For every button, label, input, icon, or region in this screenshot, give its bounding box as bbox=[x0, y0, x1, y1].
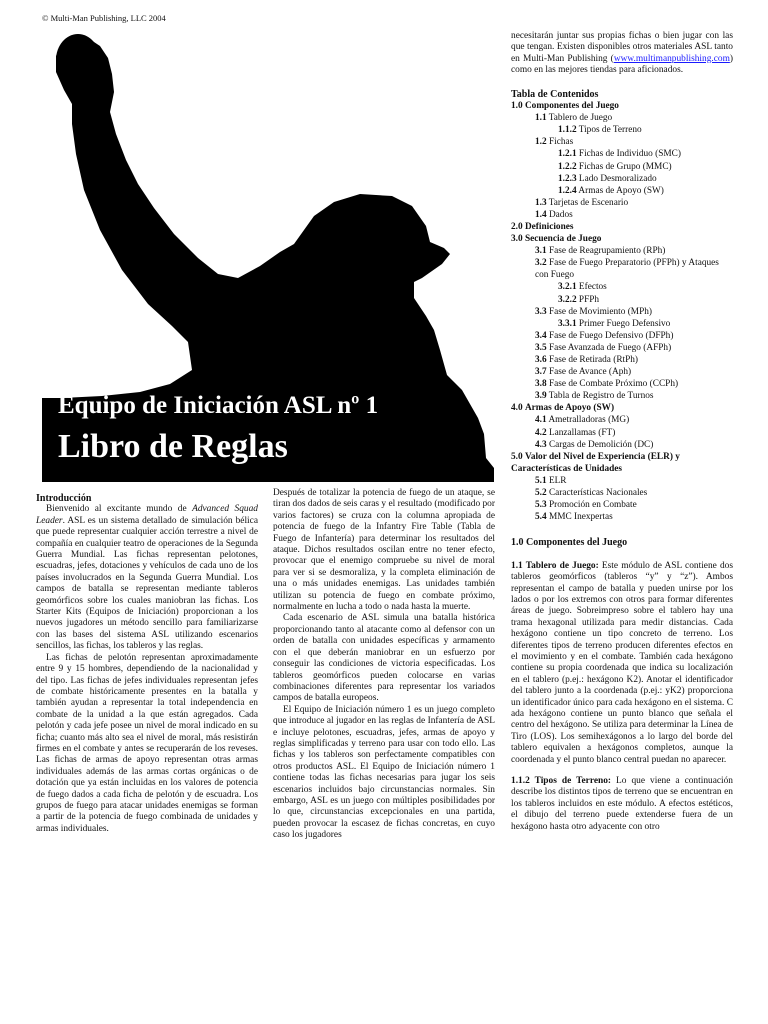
toc-item bbox=[511, 100, 733, 112]
toc-item-number: 3.5 bbox=[535, 342, 547, 353]
toc-item-number: 1.4 bbox=[535, 209, 547, 220]
toc-item-label: Primer Fuego Defensivo bbox=[578, 318, 671, 329]
banner-title: Equipo de Iniciación ASL nº 1 bbox=[58, 392, 379, 419]
section-1-1-body: Este módulo de ASL contiene dos tableros geomórficos (tableros “y” y “z”). Ambos representan el campo de batalla y pueden unirse por los lados o por los extremos con otros para formar diferentes áreas de juego. Sobreimpreso sobre el tablero hay una trama hexagonal utilizada para medir distancias. Cada hexágono contiene un tipo concreto de terreno. Los diferentes tipos de terreno producen diferentes efectos en el movimiento y en el combate. También cada hexágono contiene su propia coordenada que indica su localización en el tablero (p.ej.: hexágono K2). Anotar el identificador del tablero junto a la coordenada (p.ej.: yK2) proporciona un identificador único para cada hexágono en el sistema. C ada hexágono contiene un punto blanco que señala el centro del hexágono. Se utiliza para determinar la Línea de Tiro (LOS). Los semihexágonos a lo largo del borde del tablero equivalen a hexágonos completos, aunque la coordenada y el punto blanco central puedan no aparecer. bbox=[511, 560, 733, 765]
toc-item bbox=[511, 342, 733, 354]
toc-item-label: Fase de Avance (Aph) bbox=[548, 367, 632, 378]
col3-intro-b: ) como en las mejores tiendas para aficionados. bbox=[511, 53, 733, 76]
toc-item-label: Fichas bbox=[548, 137, 574, 148]
toc-item bbox=[511, 209, 733, 221]
toc-item bbox=[511, 124, 733, 136]
toc-item-label: Fase de Fuego Defensivo (DFPh) bbox=[548, 330, 674, 341]
toc-item-label: Lanzallamas (FT) bbox=[548, 427, 616, 438]
toc-item-number: 1.1 bbox=[535, 113, 547, 124]
toc-item-label: Tipos de Terreno bbox=[578, 125, 642, 136]
intro-paragraph-1 bbox=[36, 504, 258, 652]
toc-item-label: Fase de Retirada (RtPh) bbox=[548, 355, 639, 365]
toc-item-label: Tabla de Registro de Turnos bbox=[548, 391, 654, 402]
toc-item bbox=[511, 197, 733, 209]
toc-item-number: 3.0 bbox=[511, 234, 523, 245]
toc-item-number: 4.1 bbox=[535, 415, 547, 426]
toc-item-number: 5.2 bbox=[535, 488, 547, 499]
toc-item bbox=[511, 221, 733, 233]
toc-item-label: Fase de Movimiento (MPh) bbox=[548, 306, 652, 317]
toc-item-number: 3.8 bbox=[535, 379, 547, 390]
col2-paragraph-3: El Equipo de Iniciación número 1 es un juego completo que introduce al jugador en las reglas de Infantería de ASL e incluye pelotones, escuadras, jefes, armas de apoyo y reglas simplificadas y terreno para usar con todo ello. Las fichas y los tableros son perfectamente compatibles con otros productos ASL. El Equipo de Iniciación número 1 contiene todas las fichas necesarias para jugar los seis escenarios incluidos bajo circunstancias normales. Sin embargo, ASL es un juego con múltiples posibilidades por lo que, circunstancias excepcionales en una partida, pueden provocar la escasez de fichas concretas, en cuyo caso los jugadores bbox=[273, 704, 495, 841]
toc-item-label: PFPh bbox=[578, 294, 600, 305]
toc-item-number: 4.3 bbox=[535, 439, 547, 450]
toc-item-label: MMC Inexpertas bbox=[548, 512, 613, 523]
toc-item bbox=[511, 487, 733, 499]
toc-item-number: 3.2.2 bbox=[558, 294, 577, 305]
toc-item-number: 1.2.4 bbox=[558, 185, 577, 196]
toc-item-label: Características Nacionales bbox=[548, 488, 648, 499]
col2-paragraph-2: Cada escenario de ASL simula una batalla histórica proporcionando tanto al atacante como al defensor con un orden de batalla con unidades específicas y armamento con el que deberán maniobrar en un esfuerzo por conseguir las condiciones de victoria especificadas. Los tableros geomórficos pueden colocarse en varias combinaciones diferentes para representar los variados campos de batalla europeos. bbox=[273, 613, 495, 704]
intro-text-em: Advanced Squad Leader bbox=[36, 504, 258, 526]
toc-item-label: Valor del Nivel de Experiencia (ELR) y Características de Unidades bbox=[511, 451, 680, 474]
toc-item-number: 3.9 bbox=[535, 391, 547, 402]
toc-item bbox=[511, 281, 733, 293]
toc-item bbox=[511, 354, 733, 366]
toc-item-number: 3.6 bbox=[535, 355, 547, 365]
section-1-1-2-body: Lo que viene a continuación describe los distintos tipos de terreno que se encuentran en los tableros incluidos en este módulo. A efectos estéticos, el dibujo del terreno puede extenderse fuera de un hexágono hasta otro adyacente con otro bbox=[511, 776, 733, 832]
toc-item bbox=[511, 306, 733, 318]
toc-item-label: Fichas de Individuo (SMC) bbox=[578, 149, 681, 160]
toc-item-label: Definiciones bbox=[524, 221, 574, 232]
col3-intro-a: necesitarán juntar sus propias fichas o bien jugar con las que tengan. Existen disponibles otros materiales ASL tanto en Multi-Man Publishing ( bbox=[511, 31, 733, 64]
toc-item-label: Lado Desmoralizado bbox=[578, 173, 657, 184]
toc-item-number: 1.1.2 bbox=[558, 125, 577, 136]
toc-item-label: Componentes del Juego bbox=[524, 101, 619, 112]
toc-item bbox=[511, 366, 733, 378]
toc-item-number: 1.2 bbox=[535, 137, 547, 148]
column-3 bbox=[511, 31, 733, 833]
publisher-link[interactable]: www.multimanpublishing.com bbox=[613, 53, 730, 64]
intro-text-b: . ASL es un sistema detallado de simulación bélica que puede representar cualquier acción terrestre a nivel de compañía en cualquier teatro de operaciones de la Segunda Guerra Mundial. Las fichas representan pelotones, escuadras, jefes, dotaciones y vehículos de cada uno de los países involucrados en la Segunda Guerra Mundial. Los campos de batalla se representan mediante tableros geomórficos sobre los cuales maniobran las fichas. Los Starter Kits (Equipos de Iniciación) proporcionan a los nuevos jugadores un método sencillo para familiarizarse con las bases del sistema ASL utilizando escenarios sencillos, las fichas, los tableros y las reglas. bbox=[36, 515, 258, 652]
toc-item-label: Promoción en Combate bbox=[548, 500, 637, 511]
toc-item-label: Dados bbox=[548, 209, 573, 220]
toc-item-number: 2.0 bbox=[511, 221, 523, 232]
toc-item bbox=[511, 161, 733, 173]
toc-item-label: Secuencia de Juego bbox=[524, 234, 602, 245]
toc-item bbox=[511, 427, 733, 439]
toc-item bbox=[511, 390, 733, 402]
toc-item bbox=[511, 499, 733, 511]
intro-heading: Introducción bbox=[36, 493, 92, 504]
toc-item bbox=[511, 257, 733, 281]
toc-item-label: ELR bbox=[548, 475, 567, 486]
toc-item-label: Cargas de Demolición (DC) bbox=[548, 439, 654, 450]
col3-intro bbox=[511, 31, 733, 77]
toc-item-number: 3.3 bbox=[535, 306, 547, 317]
toc-item-number: 1.2.2 bbox=[558, 161, 577, 172]
toc-item bbox=[511, 439, 733, 451]
toc-item bbox=[511, 378, 733, 390]
col2-paragraph-1: Después de totalizar la potencia de fuego de un ataque, se tiran dos dados de seis caras y el resultado (modificado por varios factores) se cruza con la columna apropiada de potencia de fuego de la Infantry Fire Table (Tabla de Fuego de Infantería) para determinar los resultados del ataque. Dichos resultados oscilan entre no tener efecto, provocar que el enemigo compruebe su nivel de moral para ver si se desmoraliza, y la completa eliminación de una o más unidades enemigas. Las unidades también utilizan su potencia de fuego en combate próximo, normalmente en lucha a todo o nada hasta la muerte. bbox=[273, 488, 495, 613]
banner-subtitle: Libro de Reglas bbox=[58, 428, 288, 465]
toc-item-number: 5.1 bbox=[535, 475, 547, 486]
toc-item-number: 1.2.1 bbox=[558, 149, 577, 160]
section-1-1 bbox=[511, 561, 733, 766]
toc-item-number: 3.1 bbox=[535, 246, 547, 257]
intro-paragraph-2: Las fichas de pelotón representan aproximadamente entre 9 y 15 hombres, dependiendo de la nacionalidad y del tipo. Las fichas de jefes individuales representan jefes de combate históricamente presentes en la batalla y también ayudan a representar la total independencia en combate de la unidad a la que están agregados. Cada pelotón y cada jefe posee un nivel de moral indicado en su ficha; cuanto más alto sea el nivel de moral, más resistirán firmes en el combate y antes se recuperarán de los reveses. Las fichas de armas de apoyo representan otras armas individuales además de las armas cortas orgánicas o de dotación que ya están incluidas en los valores de potencia de fuego dados a cada ficha de pelotón y de escuadra. Los grupos de fuego para atacar unidades enemigas se forman a partir de la potencia de fuego combinada de unidades y armas individuales. bbox=[36, 652, 258, 834]
toc-item-label: Armas de Apoyo (SW) bbox=[524, 403, 615, 414]
toc-item bbox=[511, 136, 733, 148]
toc-item-label: Tablero de Juego bbox=[548, 113, 613, 124]
toc-item bbox=[511, 402, 733, 414]
table-of-contents bbox=[511, 100, 733, 523]
toc-item bbox=[511, 245, 733, 257]
section-1-1-2-title: 1.1.2 Tipos de Terreno: bbox=[511, 776, 612, 787]
toc-item bbox=[511, 294, 733, 306]
intro-text-a: Bienvenido al excitante mundo de bbox=[46, 504, 193, 515]
toc-item bbox=[511, 185, 733, 197]
toc-title: Tabla de Contenidos bbox=[511, 88, 599, 100]
toc-item bbox=[511, 173, 733, 185]
toc-item bbox=[511, 318, 733, 330]
toc-item-label: Tarjetas de Escenario bbox=[548, 197, 629, 208]
toc-item-number: 3.2.1 bbox=[558, 282, 577, 293]
toc-item-number: 1.2.3 bbox=[558, 173, 577, 184]
toc-item-label: Ametralladoras (MG) bbox=[548, 415, 630, 426]
toc-item-label: Fase de Fuego Preparatorio (PFPh) y Ataques con Fuego bbox=[535, 258, 719, 281]
toc-item bbox=[511, 475, 733, 487]
toc-item bbox=[511, 112, 733, 124]
toc-item-number: 1.3 bbox=[535, 197, 547, 208]
toc-item-number: 5.0 bbox=[511, 451, 523, 462]
toc-item-number: 4.2 bbox=[535, 427, 547, 438]
toc-item bbox=[511, 330, 733, 342]
section-heading: 1.0 Componentes del Juego bbox=[511, 537, 628, 549]
toc-item-number: 3.2 bbox=[535, 258, 547, 269]
toc-item-label: Fase de Reagrupamiento (RPh) bbox=[548, 246, 666, 257]
copyright-notice: © Multi-Man Publishing, LLC 2004 bbox=[42, 13, 166, 23]
toc-item-label: Fase Avanzada de Fuego (AFPh) bbox=[548, 342, 672, 353]
toc-item bbox=[511, 451, 733, 475]
column-1 bbox=[36, 493, 258, 835]
toc-item-number: 5.4 bbox=[535, 512, 547, 523]
column-2 bbox=[273, 488, 495, 842]
toc-item bbox=[511, 233, 733, 245]
toc-item-number: 5.3 bbox=[535, 500, 547, 511]
toc-item-number: 1.0 bbox=[511, 101, 523, 112]
toc-item-number: 3.3.1 bbox=[558, 318, 577, 329]
toc-item-label: Efectos bbox=[578, 282, 607, 293]
toc-item bbox=[511, 511, 733, 523]
toc-item-number: 4.0 bbox=[511, 403, 523, 414]
toc-item-number: 3.7 bbox=[535, 367, 547, 378]
section-1-1-2 bbox=[511, 776, 733, 833]
toc-item bbox=[511, 148, 733, 160]
toc-item-label: Armas de Apoyo (SW) bbox=[578, 185, 664, 196]
toc-item-label: Fase de Combate Próximo (CCPh) bbox=[548, 379, 679, 390]
section-1-1-title: 1.1 Tablero de Juego: bbox=[511, 560, 599, 571]
toc-item bbox=[511, 414, 733, 426]
toc-item-number: 3.4 bbox=[535, 330, 547, 341]
toc-item-label: Fichas de Grupo (MMC) bbox=[578, 161, 672, 172]
